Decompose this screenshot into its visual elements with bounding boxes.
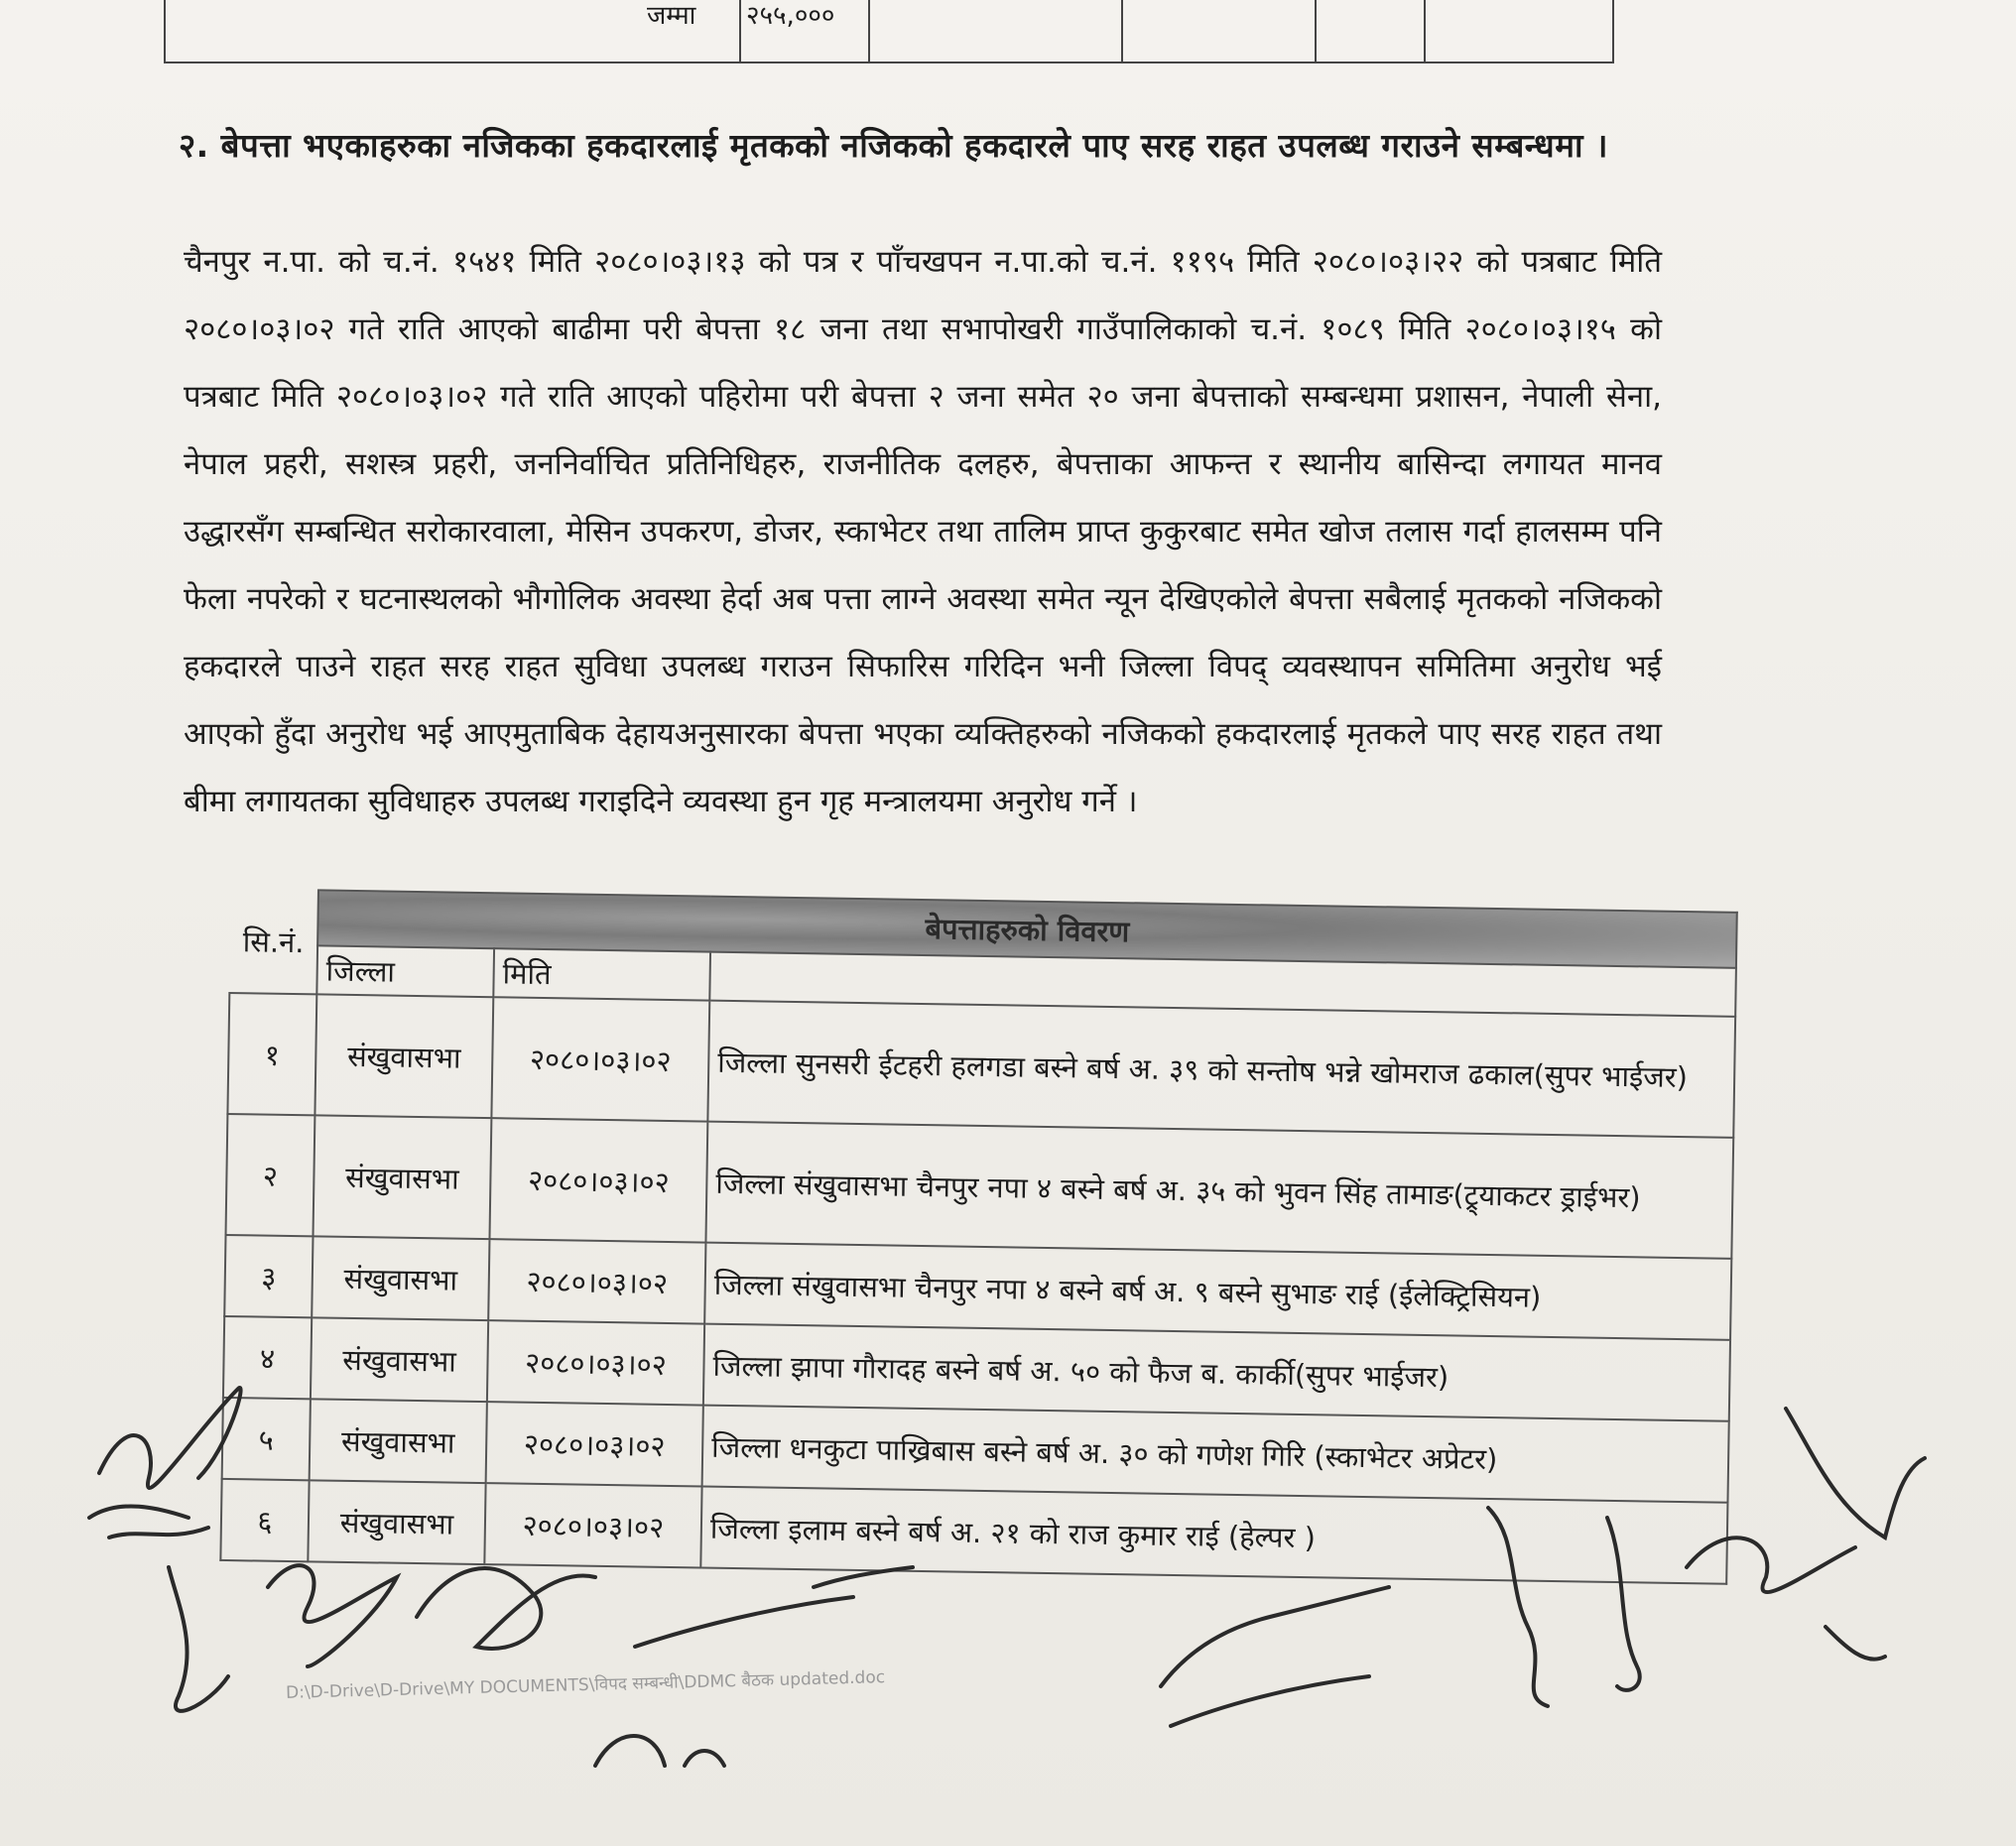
- row-district: संखुवासभा: [315, 994, 493, 1118]
- section-paragraph: चैनपुर न.पा. को च.नं. १५४१ मिति २०८०।०३।१३ को पत्र र पाँचखपन न.पा.को च.नं. ११९५ मिति २०८०।०३।२२ को पत्रबाट मिति २०८०।०३।०२ गते राति आएको बाढीमा परी बेपत्ता १८ जना तथा सभापोखरी गाउँपालिकाको च.नं. १०८९ मिति २०८०।०३।१५ को पत्रबाट मिति २०८०।०३।०२ गते राति आएको पहिरोमा परी बेपत्ता २ जना समेत २० जना बेपत्ताको सम्बन्धमा प्रशासन, नेपाली सेना, नेपाल प्रहरी, सशस्त्र प्रहरी, जननिर्वाचित प्रतिनिधिहरु, राजनीतिक दलहरु, बेपत्ताका आफन्त र स्थानीय बासिन्दा लगायत मानव उद्धारसँग सम्बन्धित सरोकारवाला, मेसिन उपकरण, डोजर, स्काभेटर तथा तालिम प्राप्त कुकुरबाट समेत खोज तलास गर्दा हालसम्म पनि फेला नपरेको र घटनास्थलको भौगोलिक अवस्था हेर्दा अब पत्ता लाग्ने अवस्था समेत न्यून देखिएकोले बेपत्ता सबैलाई मृतकको नजिकको हकदारले पाउने राहत सरह राहत सुविधा उपलब्ध गराउन सिफारिस गरिदिन भनी जिल्ला विपद् व्यवस्थापन समितिमा अनुरोध भई आएको हुँदा अनुरोध भई आएमुताबिक देहायअनुसारका बेपत्ता भएका व्यक्तिहरुको नजिकको हकदारलाई मृतकले पाए सरह राहत तथा बीमा लगायतका सुविधाहरु उपलब्ध गराइदिने व्यवस्था हुन गृह मन्त्रालयमा अनुरोध गर्ने ।: [184, 244, 1662, 819]
- row-district: संखुवासभा: [308, 1480, 485, 1564]
- row-date: २०८०।०३।०२: [486, 1402, 703, 1486]
- signature: [1687, 1538, 1855, 1592]
- section-heading: २. बेपत्ता भएकाहरुका नजिकका हकदारलाई मृतकको नजिकको हकदारले पाए सरह राहत उपलब्ध गराउने सम्बन्धमा ।: [179, 126, 1608, 165]
- row-details: जिल्ला धनकुटा पाख्रिबास बस्ने बर्ष अ. ३० को गणेश गिरि (स्काभेटर अप्रेटर): [702, 1406, 1729, 1503]
- row-district: संखुवासभा: [312, 1236, 489, 1320]
- row-details: जिल्ला झापा गौरादह बस्ने बर्ष अ. ५० को फैज ब. कार्की(सुपर भाईजर): [703, 1324, 1730, 1421]
- row-district: संखुवासभा: [313, 1115, 491, 1239]
- signature: [635, 1567, 913, 1647]
- row-district: संखुवासभा: [310, 1399, 487, 1483]
- row-details: जिल्ला संखुवासभा चैनपुर नपा ४ बस्ने बर्ष अ. ९ बस्ने सुभाङ राई (ईलेक्ट्रिसियन): [704, 1243, 1731, 1340]
- header-date: मिति: [493, 948, 710, 1000]
- table-border: [1121, 0, 1123, 63]
- table-border: [739, 0, 741, 63]
- row-details: जिल्ला इलाम बस्ने बर्ष अ. २१ को राज कुमार राई (हेल्पर ): [700, 1487, 1727, 1584]
- total-value: २५५,०००: [746, 1, 835, 31]
- signature: [169, 1567, 228, 1711]
- signature: [1786, 1409, 1925, 1538]
- row-sn: ६: [220, 1479, 309, 1561]
- file-path-footer: D:\D-Drive\D-Drive\MY DOCUMENTS\विपद सम्बन्धी\DDMC बैठक updated.doc: [285, 1667, 886, 1703]
- row-date: २०८०।०३।०२: [489, 1118, 707, 1242]
- signature: [417, 1568, 595, 1649]
- row-date: २०८०।०३।०२: [484, 1483, 701, 1567]
- row-district: संखुवासभा: [311, 1317, 488, 1402]
- signature: [1826, 1627, 1885, 1660]
- table-bottom-border: [164, 62, 1612, 63]
- table-border-right: [1612, 0, 1614, 63]
- row-sn: ५: [222, 1398, 311, 1480]
- table-border: [1424, 0, 1426, 63]
- signature: [1607, 1518, 1640, 1690]
- signature: [268, 1565, 397, 1666]
- table-border: [1315, 0, 1317, 63]
- total-label: जम्मा: [647, 1, 696, 31]
- signature: [595, 1736, 724, 1766]
- row-sn: ३: [224, 1235, 313, 1317]
- table-row: [226, 1114, 1734, 1259]
- row-details: जिल्ला सुनसरी ईटहरी हलगडा बस्ने बर्ष अ. ३९ को सन्तोष भन्ने खोमराज ढकाल(सुपर भाईजर): [707, 1001, 1735, 1138]
- row-date: २०८०।०३।०२: [491, 997, 709, 1121]
- row-sn: २: [226, 1114, 315, 1236]
- signature: [1488, 1508, 1548, 1706]
- header-sn: सि.नं.: [229, 889, 318, 994]
- row-date: २०८०।०३।०२: [488, 1239, 705, 1323]
- signature: [89, 1506, 208, 1538]
- handwritten-signatures: [0, 1369, 2016, 1846]
- row-sn: ४: [223, 1316, 312, 1399]
- table-border: [868, 0, 870, 63]
- table-border-left: [164, 0, 166, 63]
- signature: [1161, 1587, 1389, 1686]
- table-title: बेपत्ताहरुको विवरण: [317, 890, 1737, 967]
- header-district: जिल्ला: [316, 945, 494, 997]
- row-details: जिल्ला संखुवासभा चैनपुर नपा ४ बस्ने बर्ष अ. ३५ को भुवन सिंह तामाङ(ट्र्याकटर ड्राईभर): [705, 1122, 1733, 1259]
- table-row: [227, 993, 1735, 1138]
- signature: [1171, 1676, 1369, 1726]
- row-sn: १: [227, 993, 316, 1115]
- row-date: २०८०।०३।०२: [487, 1320, 704, 1405]
- signature: [99, 1388, 241, 1488]
- previous-table-fragment: [0, 0, 2016, 69]
